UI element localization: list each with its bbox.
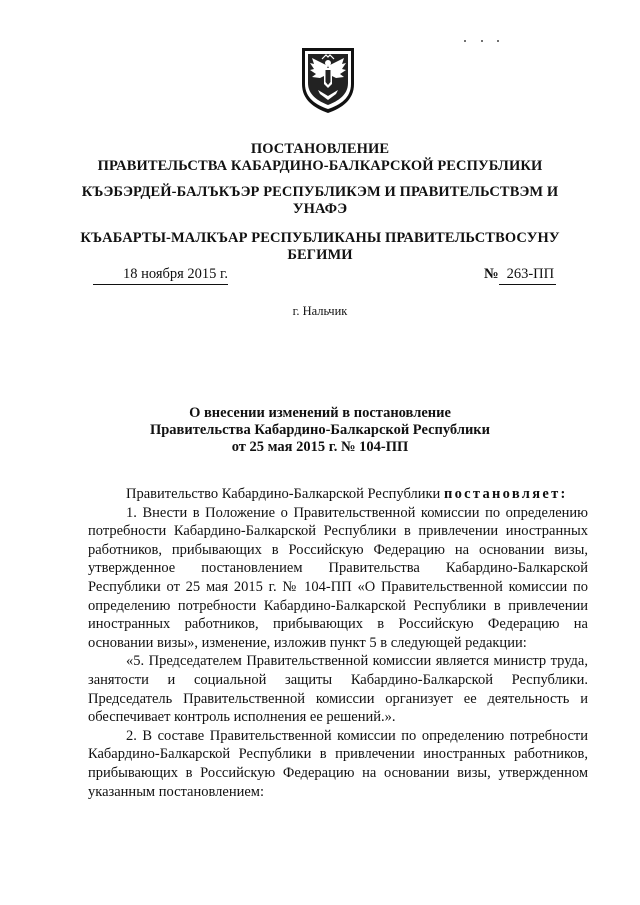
header-title: ПОСТАНОВЛЕНИЕ	[250, 141, 390, 157]
title-line-2: Правительства Кабардино-Балкарской Республики	[149, 422, 491, 438]
header-balkar-line2: БЕГИМИ	[287, 247, 353, 263]
document-title	[0, 405, 640, 456]
paragraph-1: 1. Внести в Положение о Правительственной комиссии по определению потребности Кабардино-Балкарской Республики в привлечении иностранных работников, прибывающих в Российскую Федерацию на основании визы, утвержденное постановлением Правительства Кабардино-Балкарской Республики от 25 мая 2015 г. № 104-ПП «О Правительственной комиссии по определению потребности Кабардино-Балкарской Республики в привлечении иностранных работников, прибывающих в Российскую Федерацию на основании визы», изменение, изложив пункт 5 в следующей редакции:	[88, 504, 588, 651]
header-government: ПРАВИТЕЛЬСТВА КАБАРДИНО-БАЛКАРСКОЙ РЕСПУБЛИКИ	[97, 158, 543, 174]
header-kabardian-line1: КЪЭБЭРДЕЙ-БАЛЪКЪЭР РЕСПУБЛИКЭМ И ПРАВИТЕЛЬСТВЭМ И	[81, 184, 559, 200]
paragraph-quote: «5. Председателем Правительственной комиссии является министр труда, занятости и социальной защиты Кабардино-Балкарской Республики. Председатель Правительственной комиссии организует ее деятельность и обеспечивает контроль исполнения ее решений.».	[88, 653, 588, 726]
header-balkar-line1: КЪАБАРТЫ-МАЛКЪАР РЕСПУБЛИКАНЫ ПРАВИТЕЛЬСТВОСУНУ	[80, 230, 560, 246]
city: г. Нальчик	[292, 304, 348, 318]
decree-word: постановляет:	[443, 486, 568, 502]
decree-date: 18 ноября 2015 г.	[93, 266, 228, 285]
title-line-1: О внесении изменений в постановление	[189, 405, 451, 421]
decree-number	[484, 266, 556, 285]
title-line-3: от 25 мая 2015 г. № 104-ПП	[231, 439, 409, 455]
coat-of-arms-emblem	[298, 46, 358, 114]
number-value: 263-ПП	[499, 266, 557, 285]
header-kabardian-line2: УНАФЭ	[292, 201, 348, 217]
paragraph-2: 2. В составе Правительственной комиссии по определению потребности Кабардино-Балкарской Республики в привлечении иностранных работников, прибывающих в Российскую Федерацию на основании визы, утвержденном указанным постановлением:	[88, 727, 588, 800]
preamble-text: Правительство Кабардино-Балкарской Республики	[126, 486, 444, 502]
preamble	[88, 485, 588, 504]
scan-marks	[462, 38, 502, 44]
number-label: №	[484, 266, 499, 282]
document-body	[88, 485, 588, 801]
